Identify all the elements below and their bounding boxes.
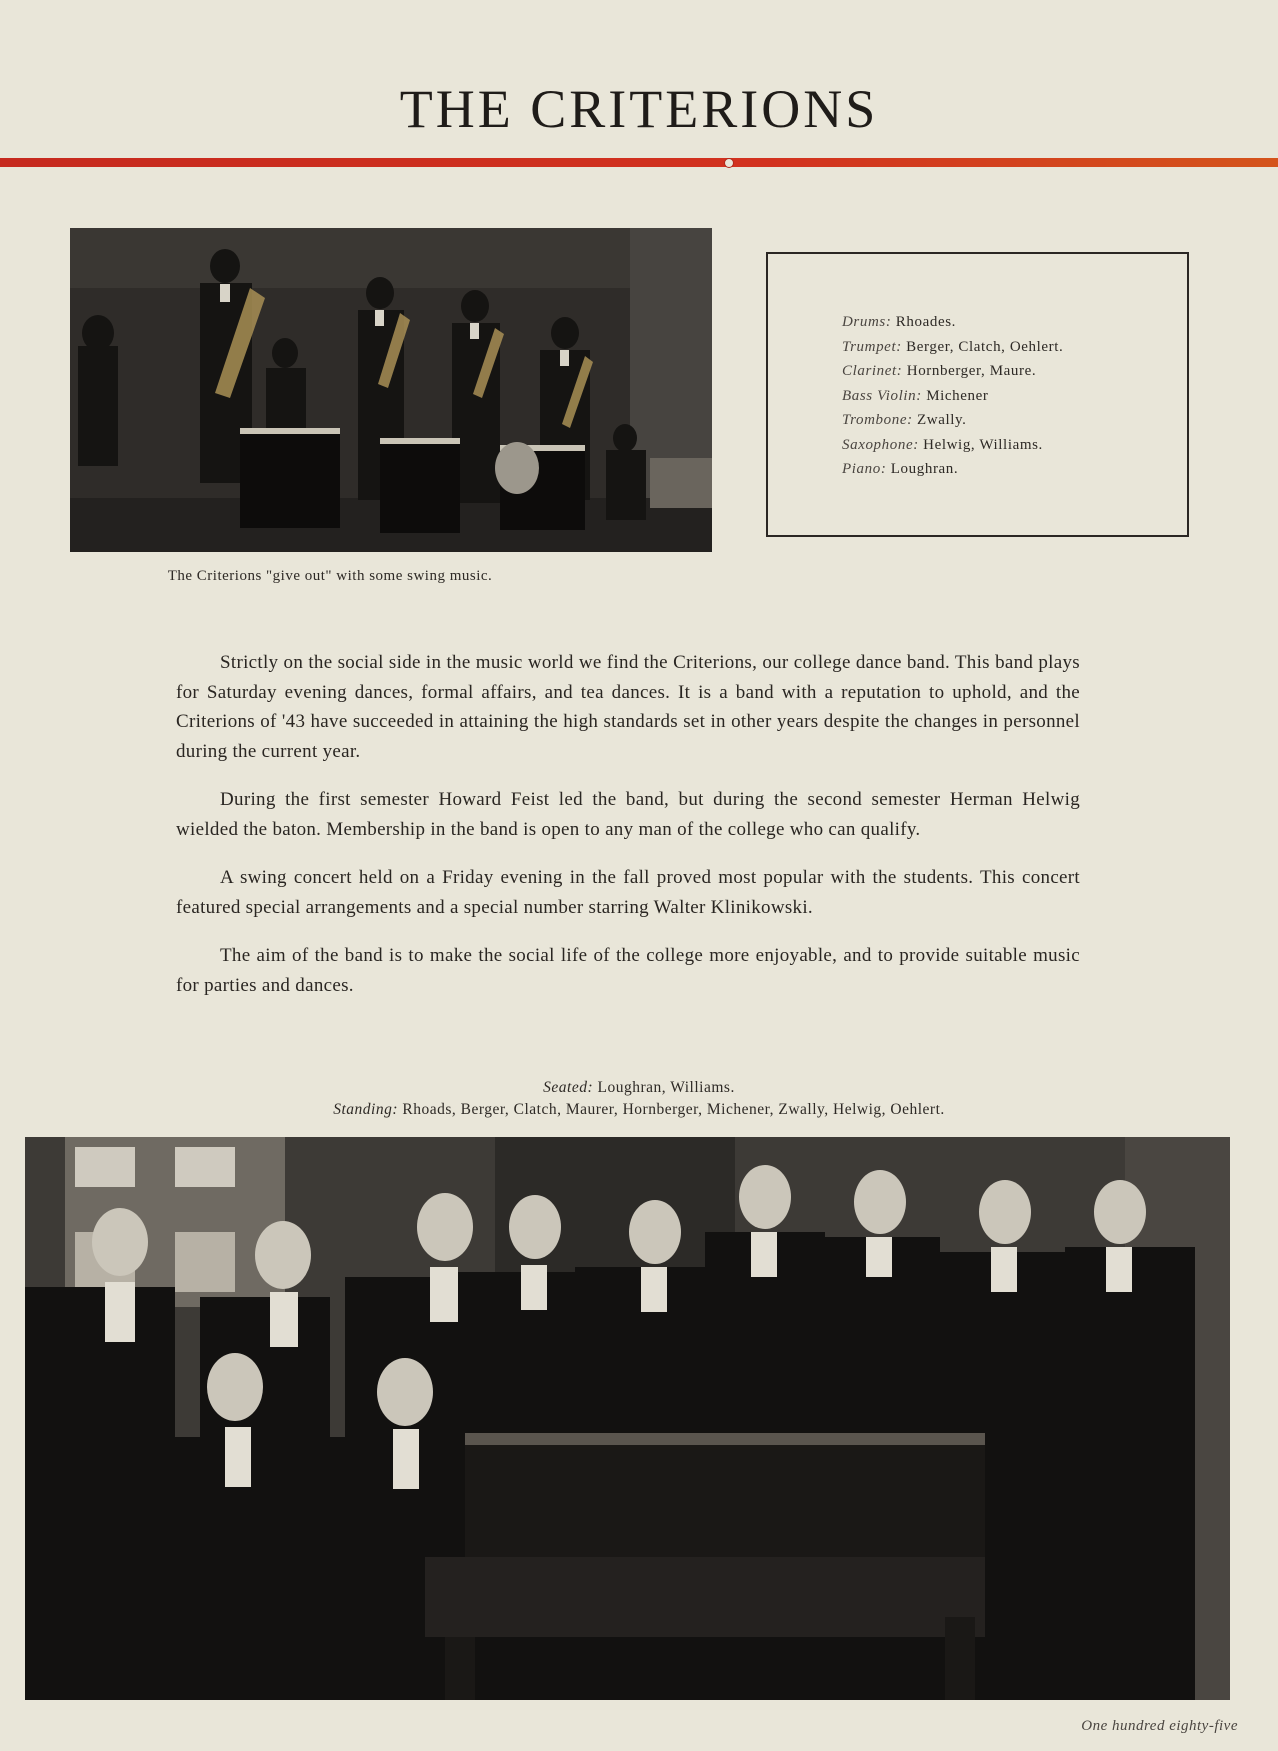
roster-players: Loughran. <box>890 461 959 477</box>
instrument-roster-list <box>768 254 1187 482</box>
roster-instrument: Clarinet: <box>842 363 903 379</box>
page-title: THE CRITERIONS <box>399 79 879 139</box>
roster-instrument: Drums: <box>842 314 892 330</box>
roster-players: Rhoades. <box>895 314 957 330</box>
group-photo-caption <box>0 1077 1278 1121</box>
roster-row <box>842 335 1187 360</box>
body-paragraph: Strictly on the social side in the music world we find the Criterions, our college dance band. This band plays for Saturday evening dances, formal affairs, and tea dances. It is a band with a reputation to uphold, and the Criterions of '43 have succeeded in attaining the high standards set in other years despite the changes in personnel during the current year. <box>176 652 1080 762</box>
page-number: One hundred eighty-five <box>1081 1718 1238 1734</box>
band-performance-photo <box>70 228 712 552</box>
roster-row <box>842 310 1187 335</box>
body-paragraph: A swing concert held on a Friday evening in the fall proved most popular with the students. This concert featured special arrangements and a special number starring Walter Klinikowski. <box>176 867 1080 918</box>
seated-names: Loughran, Williams. <box>597 1079 735 1096</box>
standing-names: Rhoads, Berger, Clatch, Maurer, Hornberger, Michener, Zwally, Helwig, Oehlert. <box>402 1101 945 1118</box>
standing-label: Standing: <box>333 1101 398 1118</box>
header-rule-ornament <box>724 158 734 168</box>
instrument-roster-box <box>766 252 1189 537</box>
roster-row <box>842 457 1187 482</box>
seated-line <box>0 1077 1278 1099</box>
roster-row <box>842 433 1187 458</box>
roster-players: Hornberger, Maure. <box>906 363 1037 379</box>
top-photo-caption: The Criterions "give out" with some swing music. <box>167 568 493 584</box>
roster-row <box>842 408 1187 433</box>
body-paragraph: The aim of the band is to make the social life of the college more enjoyable, and to provide suitable music for parties and dances. <box>176 945 1080 996</box>
band-group-photo <box>25 1137 1230 1700</box>
roster-row <box>842 384 1187 409</box>
roster-players: Zwally. <box>917 412 967 428</box>
roster-players: Helwig, Williams. <box>923 436 1043 453</box>
roster-instrument: Trumpet: <box>842 338 902 355</box>
roster-players: Michener <box>926 387 989 404</box>
roster-instrument: Trombone: <box>842 412 913 428</box>
seated-label: Seated: <box>543 1079 594 1096</box>
body-paragraph: During the first semester Howard Feist led the band, but during the second semester Herman Helwig wielded the baton. Membership in the band is open to any man of the college who can qualify. <box>176 789 1080 840</box>
standing-line <box>0 1099 1278 1121</box>
roster-row <box>842 359 1187 384</box>
article-body <box>176 648 1080 1019</box>
roster-instrument: Bass Violin: <box>842 387 922 404</box>
roster-instrument: Saxophone: <box>842 436 919 453</box>
header-rule <box>0 158 1278 167</box>
roster-players: Berger, Clatch, Oehlert. <box>906 338 1064 355</box>
roster-instrument: Piano: <box>842 461 887 477</box>
